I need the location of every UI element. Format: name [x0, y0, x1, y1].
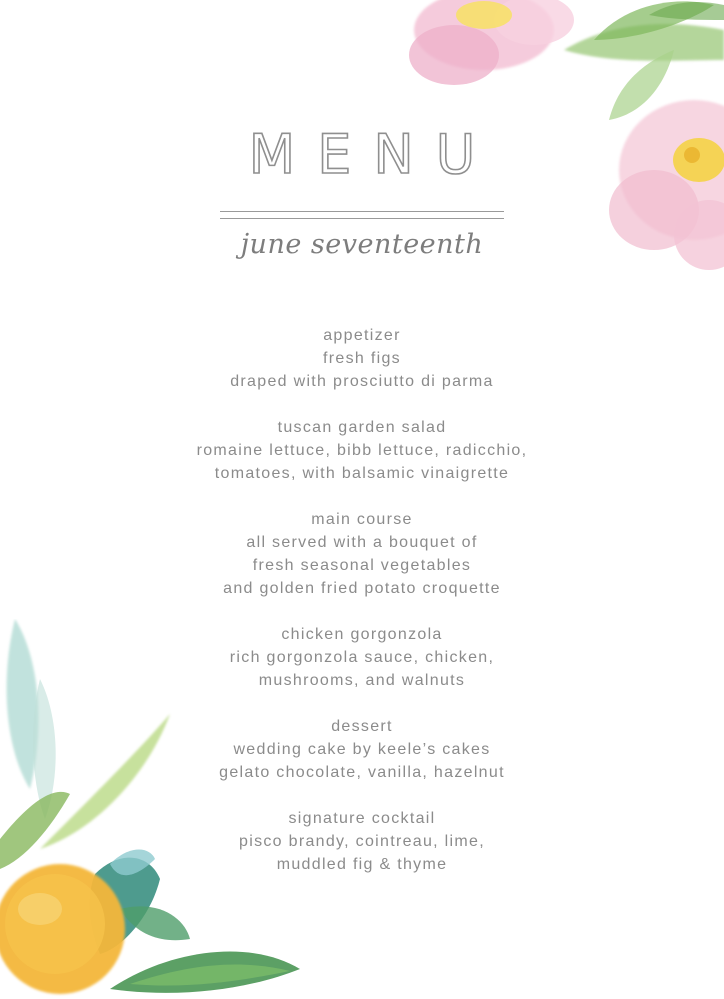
- course-heading: appetizer: [323, 327, 401, 344]
- course-line: romaine lettuce, bibb lettuce, radicchio,: [196, 442, 528, 459]
- course-line: and golden fried potato croquette: [223, 580, 501, 597]
- course-line: fresh figs: [323, 350, 401, 367]
- menu-title: MENU: [248, 123, 498, 186]
- course-appetizer: [0, 324, 724, 393]
- course-line: wedding cake by keele’s cakes: [233, 741, 491, 758]
- course-line: muddled fig & thyme: [276, 856, 448, 873]
- title-divider-bottom: [220, 218, 504, 219]
- title-divider-top: [220, 211, 504, 212]
- course-cocktail: [0, 807, 724, 876]
- course-line: gelato chocolate, vanilla, hazelnut: [219, 764, 505, 781]
- course-line: rich gorgonzola sauce, chicken,: [229, 649, 495, 666]
- course-line: all served with a bouquet of: [246, 534, 478, 551]
- course-main: [0, 508, 724, 600]
- course-line: tomatoes, with balsamic vinaigrette: [214, 465, 510, 482]
- course-heading: main course: [311, 511, 413, 528]
- course-line: pisco brandy, cointreau, lime,: [239, 833, 485, 850]
- course-line: fresh seasonal vegetables: [252, 557, 472, 574]
- course-heading: tuscan garden salad: [277, 419, 447, 436]
- course-heading: signature cocktail: [288, 810, 436, 827]
- course-line: draped with prosciutto di parma: [230, 373, 494, 390]
- menu-courses: [0, 324, 724, 899]
- course-salad: [0, 416, 724, 485]
- course-line: mushrooms, and walnuts: [258, 672, 466, 689]
- course-heading: chicken gorgonzola: [281, 626, 443, 643]
- event-date: june seventeenth: [240, 229, 484, 260]
- course-heading: dessert: [331, 718, 393, 735]
- course-chicken: [0, 623, 724, 692]
- course-dessert: [0, 715, 724, 784]
